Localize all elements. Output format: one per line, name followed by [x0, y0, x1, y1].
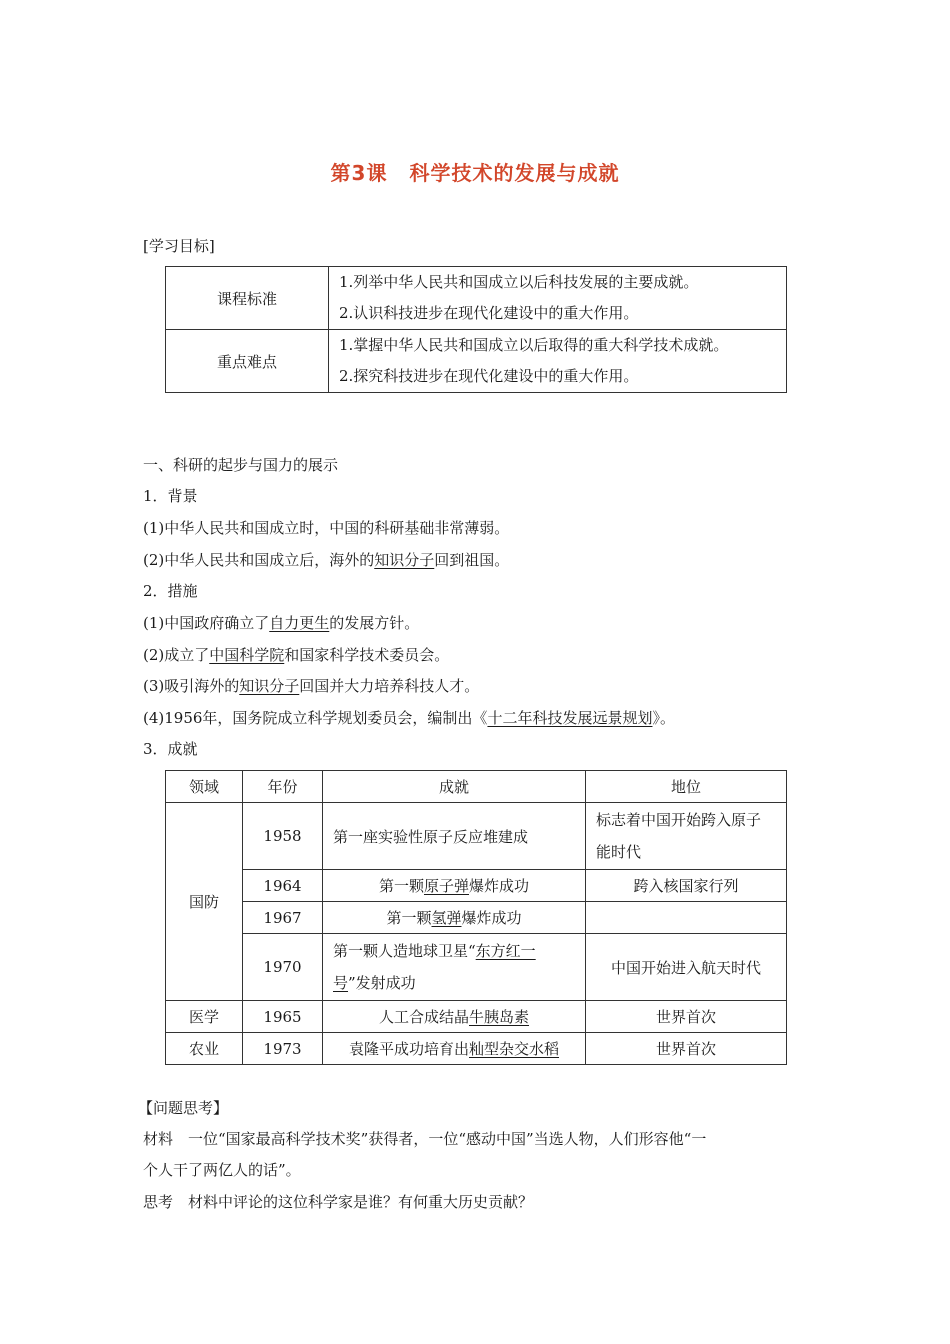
keyword: 中国科学院: [209, 646, 285, 664]
status-cell: [586, 902, 787, 934]
year-cell: 1970: [243, 934, 323, 1001]
achievement-cell: 第一座实验性原子反应堆建成: [323, 803, 586, 870]
year-cell: 1967: [243, 902, 323, 934]
table-row: [166, 902, 787, 934]
field-cell: 国防: [166, 803, 243, 1001]
goals-row-head: 课程标准: [166, 267, 329, 330]
keyword: 自力更生: [269, 614, 330, 632]
status-cell: 世界首次: [586, 1001, 787, 1033]
think-heading: 【问题思考】: [138, 1099, 229, 1117]
keyword: 东方红一: [475, 942, 536, 960]
status-cell: 标志着中国开始跨入原子 能时代: [586, 803, 787, 870]
keyword: 氢弹: [431, 909, 462, 927]
question-text: 思考 材料中评论的这位科学家是谁？有何重大历史贡献？: [143, 1193, 534, 1211]
goals-item: 1.列举中华人民共和国成立以后科技发展的主要成就。: [339, 273, 699, 291]
material-text: 个人干了两亿人的话”。: [143, 1161, 301, 1179]
paragraph: (1)中华人民共和国成立时，中国的科研基础非常薄弱。: [143, 519, 510, 537]
table-row: [166, 803, 787, 870]
table-header-row: [166, 771, 787, 803]
status-cell: 跨入核国家行列: [586, 870, 787, 902]
column-header: 领域: [166, 771, 243, 803]
achievement-cell: 人工合成结晶牛胰岛素: [323, 1001, 586, 1033]
goals-item: 1.掌握中华人民共和国成立以后取得的重大科学技术成就。: [339, 336, 729, 354]
table-row: [166, 330, 787, 393]
keyword: 籼型杂交水稻: [469, 1040, 560, 1058]
year-cell: 1958: [243, 803, 323, 870]
field-cell: 农业: [166, 1033, 243, 1065]
achievement-cell: 第一颗氢弹爆炸成功: [323, 902, 586, 934]
table-row: [166, 267, 787, 330]
column-header: 成就: [323, 771, 586, 803]
field-cell: 医学: [166, 1001, 243, 1033]
table-row: [166, 1033, 787, 1065]
keyword: 知识分子: [239, 677, 300, 695]
keyword: 知识分子: [374, 551, 435, 569]
goals-item: 2.认识科技进步在现代化建设中的重大作用。: [339, 304, 639, 322]
achievements-table: [165, 770, 787, 1065]
keyword: 号: [333, 974, 349, 992]
subsection-heading: 1．背景: [143, 487, 198, 505]
table-row: [166, 934, 787, 1001]
paragraph: (1)中国政府确立了自力更生的发展方针。: [143, 614, 420, 632]
year-cell: 1965: [243, 1001, 323, 1033]
paragraph: (2)成立了中国科学院和国家科学技术委员会。: [143, 646, 450, 664]
material-text: 材料 一位“国家最高科学技术奖”获得者，一位“感动中国”当选人物，人们形容他“一: [143, 1130, 707, 1148]
learning-goals-table: [165, 266, 787, 393]
achievement-cell: 第一颗原子弹爆炸成功: [323, 870, 586, 902]
keyword: 十二年科技发展远景规划: [487, 709, 653, 727]
year-cell: 1964: [243, 870, 323, 902]
paragraph: (3)吸引海外的知识分子回国并大力培养科技人才。: [143, 677, 480, 695]
status-cell: 世界首次: [586, 1033, 787, 1065]
section-heading: 一、科研的起步与国力的展示: [143, 456, 339, 474]
goals-row-head: 重点难点: [166, 330, 329, 393]
page-title: 第3课 科学技术的发展与成就: [330, 161, 620, 185]
subsection-heading: 3．成就: [143, 740, 198, 758]
status-cell: 中国开始进入航天时代: [586, 934, 787, 1001]
achievement-cell: 第一颗人造地球卫星“东方红一 号”发射成功: [323, 934, 586, 1001]
year-cell: 1973: [243, 1033, 323, 1065]
subsection-heading: 2．措施: [143, 582, 198, 600]
table-row: [166, 870, 787, 902]
column-header: 年份: [243, 771, 323, 803]
column-header: 地位: [586, 771, 787, 803]
goals-label: [学习目标]: [143, 237, 215, 255]
keyword: 牛胰岛素: [469, 1008, 530, 1026]
table-row: [166, 1001, 787, 1033]
achievement-cell: 袁隆平成功培育出籼型杂交水稻: [323, 1033, 586, 1065]
keyword: 原子弹: [423, 877, 469, 895]
paragraph: (4)1956年，国务院成立科学规划委员会，编制出《十二年科技发展远景规划》。: [143, 709, 675, 727]
goals-item: 2.探究科技进步在现代化建设中的重大作用。: [339, 367, 639, 385]
paragraph: (2)中华人民共和国成立后，海外的知识分子回到祖国。: [143, 551, 510, 569]
